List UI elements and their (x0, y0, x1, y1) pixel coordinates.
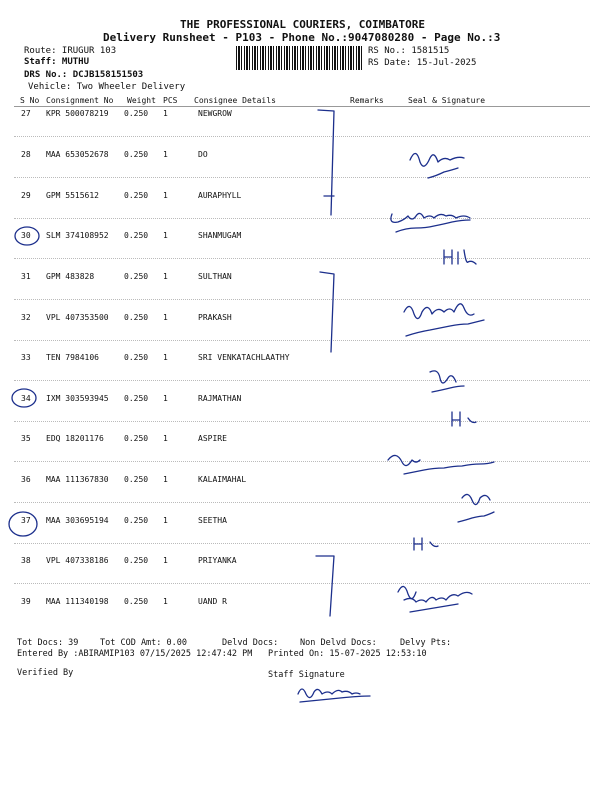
row-weight: 0.250 (124, 516, 149, 525)
row-consignment: MAA 111340198 (46, 597, 109, 606)
row-consignment: TEN 7984106 (46, 353, 99, 362)
row-sno: 38 (21, 556, 31, 565)
row-weight: 0.250 (124, 597, 149, 606)
circle-mark-30 (15, 227, 39, 245)
row-consignment: KPR 500078219 (46, 109, 109, 118)
delivered-docs: Delvd Docs: (222, 638, 279, 648)
row-pcs: 1 (163, 597, 168, 606)
row-sno: 29 (21, 191, 31, 200)
circle-mark-37 (9, 512, 37, 536)
row-consignment: MAA 111367830 (46, 475, 109, 484)
col-consignee: Consignee Details (194, 96, 276, 105)
signature-mark (391, 213, 470, 232)
row-consignee: DO (198, 150, 208, 159)
row-pcs: 1 (163, 231, 168, 240)
row-consignment: EDQ 18201176 (46, 434, 104, 443)
total-docs: Tot Docs: 39 (17, 638, 79, 648)
row-weight: 0.250 (124, 313, 149, 322)
row-weight: 0.250 (124, 231, 149, 240)
row-consignment: GPM 5515612 (46, 191, 99, 200)
row-weight: 0.250 (124, 109, 149, 118)
vehicle-label: Vehicle: Two Wheeler Delivery (28, 82, 186, 92)
row-sno: 39 (21, 597, 31, 606)
col-signature: Seal & Signature (408, 96, 486, 105)
total-cod: Tot COD Amt: 0.00 (100, 638, 187, 648)
bracket-mark (320, 272, 334, 352)
signature-mark (404, 304, 484, 336)
row-consignee: ASPIRE (198, 434, 227, 443)
row-sno: 34 (21, 394, 31, 403)
non-delivered-docs: Non Delvd Docs: (300, 638, 377, 648)
row-consignment: MAA 653052678 (46, 150, 109, 159)
row-weight: 0.250 (124, 434, 149, 443)
row-weight: 0.250 (124, 272, 149, 281)
entered-by: Entered By :ABIRAMIP103 07/15/2025 12:47:42 PM (17, 649, 253, 659)
row-pcs: 1 (163, 556, 168, 565)
row-sno: 36 (21, 475, 31, 484)
signature-mark (430, 371, 476, 426)
row-sno: 33 (21, 353, 31, 362)
delivery-points: Delvy Pts: (400, 638, 452, 648)
row-pcs: 1 (163, 150, 168, 159)
row-pcs: 1 (163, 313, 168, 322)
row-consignee: AURAPHYLL (198, 191, 242, 200)
verified-by: Verified By (17, 668, 74, 678)
row-consignment: GPM 483828 (46, 272, 95, 281)
row-pcs: 1 (163, 475, 168, 484)
bracket-mark (318, 110, 334, 215)
row-consignee: RAJMATHAN (198, 394, 242, 403)
printed-on: Printed On: 15-07-2025 12:53:10 (268, 649, 427, 659)
row-pcs: 1 (163, 272, 168, 281)
row-sno: 28 (21, 150, 31, 159)
row-consignment: MAA 303695194 (46, 516, 109, 525)
rs-number: RS No.: 1581515 (368, 46, 450, 56)
route-label: Route: IRUGUR 103 (24, 46, 117, 56)
col-weight: Weight (127, 96, 156, 105)
row-pcs: 1 (163, 394, 168, 403)
circle-mark-34 (12, 389, 36, 407)
row-weight: 0.250 (124, 556, 149, 565)
row-consignment: IXM 303593945 (46, 394, 109, 403)
rs-date: RS Date: 15-Jul-2025 (368, 58, 477, 68)
row-sno: 31 (21, 272, 31, 281)
drs-number: DRS No.: DCJB158151503 (24, 70, 144, 80)
row-consignee: PRIYANKA (198, 556, 237, 565)
row-consignee: SEETHA (198, 516, 227, 525)
row-weight: 0.250 (124, 353, 149, 362)
row-consignee: KALAIMAHAL (198, 475, 247, 484)
col-remarks: Remarks (350, 96, 384, 105)
company-title: THE PROFESSIONAL COURIERS, COIMBATORE (180, 18, 426, 31)
staff-signature-label: Staff Signature (268, 670, 345, 680)
row-pcs: 1 (163, 516, 168, 525)
row-sno: 35 (21, 434, 31, 443)
row-sno: 30 (21, 231, 31, 240)
row-consignee: PRAKASH (198, 313, 232, 322)
row-consignment: VPL 407353500 (46, 313, 109, 322)
col-consignment: Consignment No (46, 96, 114, 105)
row-consignment: VPL 407338186 (46, 556, 109, 565)
signature-mark (398, 586, 472, 612)
row-consignee: SHANMUGAM (198, 231, 242, 240)
row-weight: 0.250 (124, 394, 149, 403)
row-sno: 37 (21, 516, 31, 525)
signature-mark (414, 494, 494, 550)
col-pcs: PCS (163, 96, 178, 105)
row-sno: 27 (21, 109, 31, 118)
signature-mark (410, 153, 464, 178)
row-consignee: SRI VENKATACHLAATHY (198, 353, 290, 362)
signature-mark (444, 250, 476, 264)
row-consignee: UAND R (198, 597, 227, 606)
row-pcs: 1 (163, 191, 168, 200)
row-pcs: 1 (163, 434, 168, 443)
row-sno: 32 (21, 313, 31, 322)
row-weight: 0.250 (124, 191, 149, 200)
signature-mark (388, 455, 494, 474)
row-consignee: SULTHAN (198, 272, 232, 281)
row-weight: 0.250 (124, 150, 149, 159)
row-weight: 0.250 (124, 475, 149, 484)
row-pcs: 1 (163, 353, 168, 362)
col-sno: S No (20, 96, 40, 105)
runsheet-subtitle: Delivery Runsheet - P103 - Phone No.:9047080280 - Page No.:3 (103, 31, 501, 44)
row-consignment: SLM 374108952 (46, 231, 109, 240)
staff-label: Staff: MUTHU (24, 57, 90, 67)
row-consignee: NEWGROW (198, 109, 232, 118)
staff-signature-mark (298, 689, 370, 702)
bracket-mark (316, 556, 334, 616)
row-pcs: 1 (163, 109, 168, 118)
